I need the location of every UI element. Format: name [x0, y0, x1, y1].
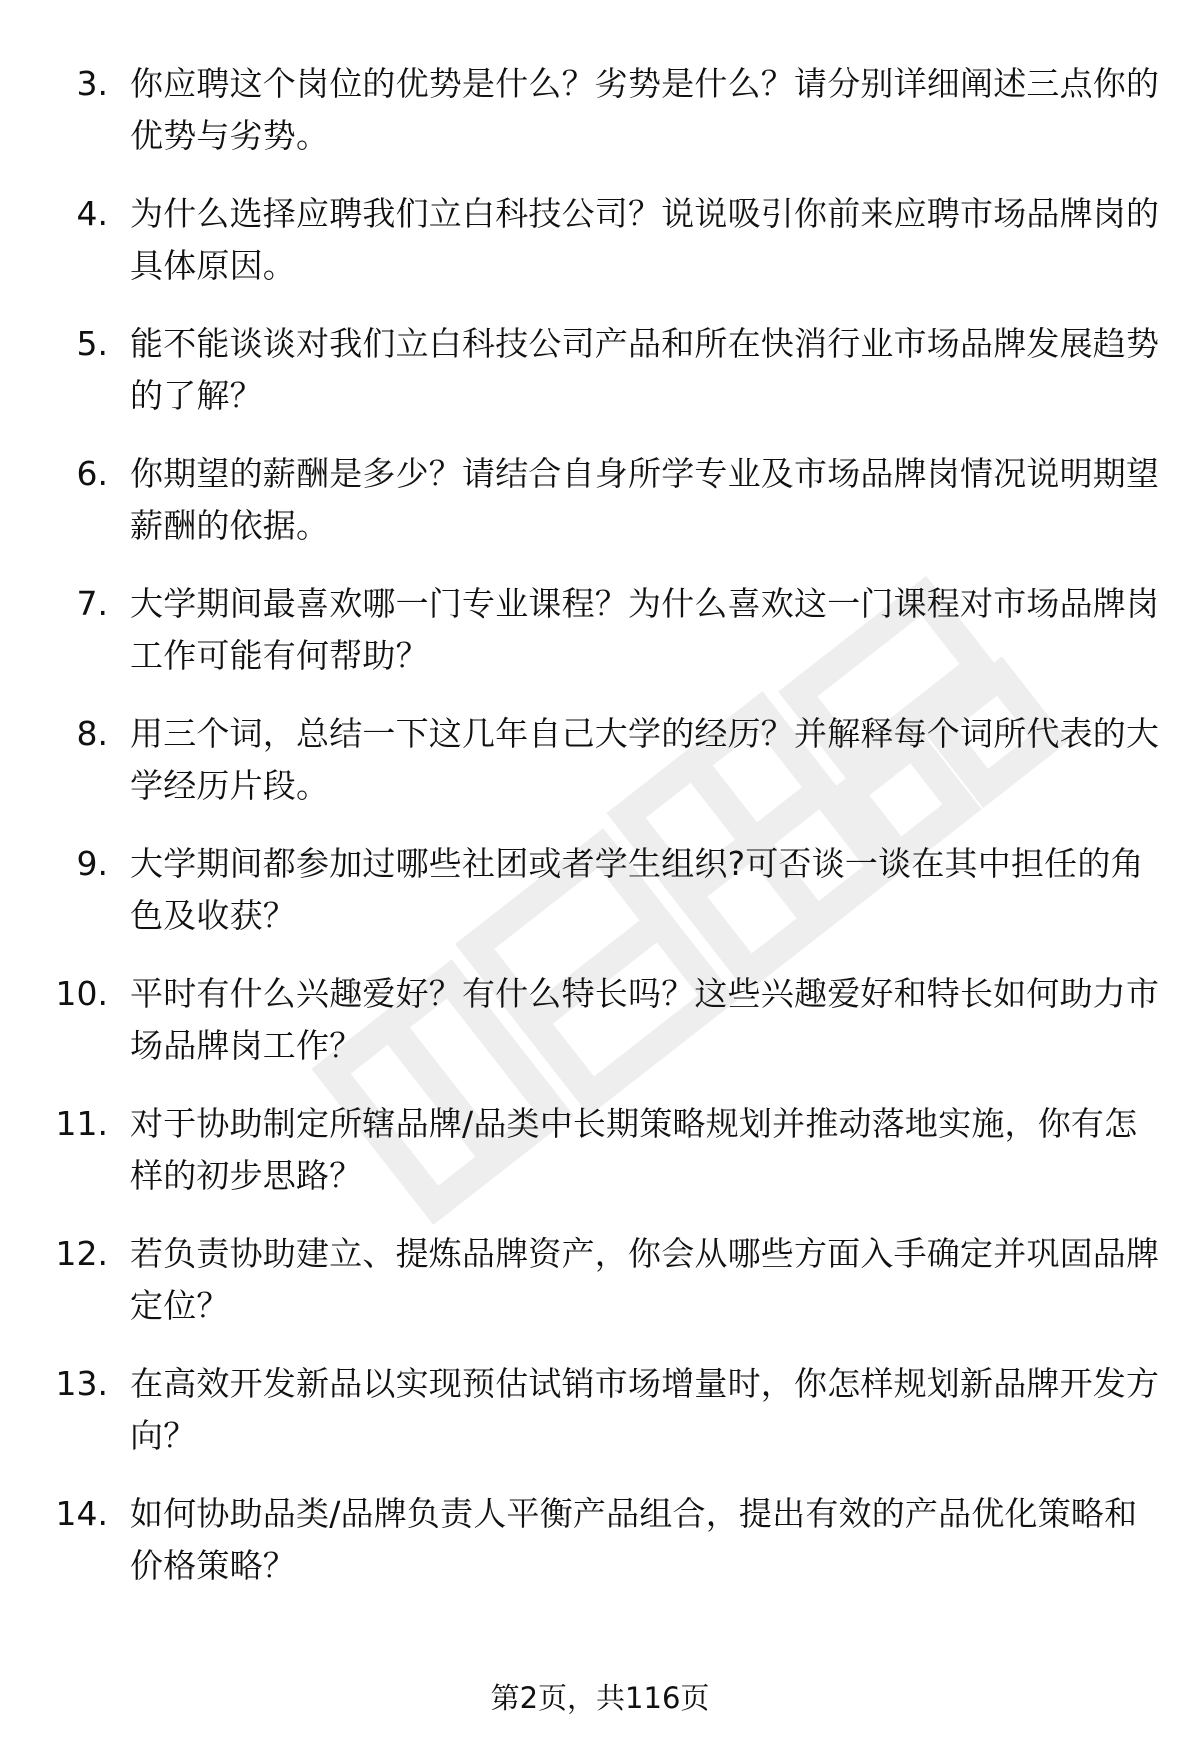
question-number: 5. [76, 324, 108, 363]
list-item [0, 578, 1200, 708]
list-item [0, 838, 1200, 968]
question-number: 10. [55, 974, 108, 1013]
question-text: 用三个词，总结一下这几年自己大学的经历？并解释每个词所代表的大学经历片段。 [130, 714, 1160, 805]
question-number: 12. [55, 1234, 108, 1273]
question-text: 若负责协助建立、提炼品牌资产，你会从哪些方面入手确定并巩固品牌定位？ [130, 1234, 1160, 1325]
list-item [0, 188, 1200, 318]
list-item [0, 58, 1200, 188]
list-item [0, 318, 1200, 448]
page-footer: 第2页，共116页 [490, 1681, 710, 1715]
question-text: 大学期间都参加过哪些社团或者学生组织?可否谈一谈在其中担任的角色及收获？ [130, 844, 1144, 935]
list-item [0, 448, 1200, 578]
question-number: 4. [76, 194, 108, 233]
question-text: 能不能谈谈对我们立白科技公司产品和所在快消行业市场品牌发展趋势的了解？ [130, 324, 1160, 415]
question-list [0, 58, 1200, 1618]
question-number: 11. [55, 1104, 108, 1143]
question-text: 为什么选择应聘我们立白科技公司？说说吸引你前来应聘市场品牌岗的具体原因。 [130, 194, 1160, 285]
list-item [0, 968, 1200, 1098]
question-text: 对于协助制定所辖品牌/品类中长期策略规划并推动落地实施，你有怎样的初步思路？ [130, 1104, 1138, 1195]
question-text: 你应聘这个岗位的优势是什么？劣势是什么？请分别详细阐述三点你的优势与劣势。 [130, 64, 1160, 155]
question-number: 6. [76, 454, 108, 493]
question-text: 大学期间最喜欢哪一门专业课程？为什么喜欢这一门课程对市场品牌岗工作可能有何帮助？ [130, 584, 1160, 675]
question-number: 9. [76, 844, 108, 883]
question-text: 平时有什么兴趣爱好？有什么特长吗？这些兴趣爱好和特长如何助力市场品牌岗工作？ [130, 974, 1160, 1065]
list-item [0, 708, 1200, 838]
question-text: 如何协助品类/品牌负责人平衡产品组合，提出有效的产品优化策略和价格策略？ [130, 1494, 1138, 1585]
question-number: 13. [55, 1364, 108, 1403]
list-item [0, 1098, 1200, 1228]
question-number: 7. [76, 584, 108, 623]
question-number: 14. [55, 1494, 108, 1533]
question-number: 8. [76, 714, 108, 753]
question-text: 在高效开发新品以实现预估试销市场增量时，你怎样规划新品牌开发方向？ [130, 1364, 1160, 1455]
question-text: 你期望的薪酬是多少？请结合自身所学专业及市场品牌岗情况说明期望薪酬的依据。 [130, 454, 1160, 545]
list-item [0, 1358, 1200, 1488]
list-item [0, 1488, 1200, 1618]
list-item [0, 1228, 1200, 1358]
question-number: 3. [76, 64, 108, 103]
